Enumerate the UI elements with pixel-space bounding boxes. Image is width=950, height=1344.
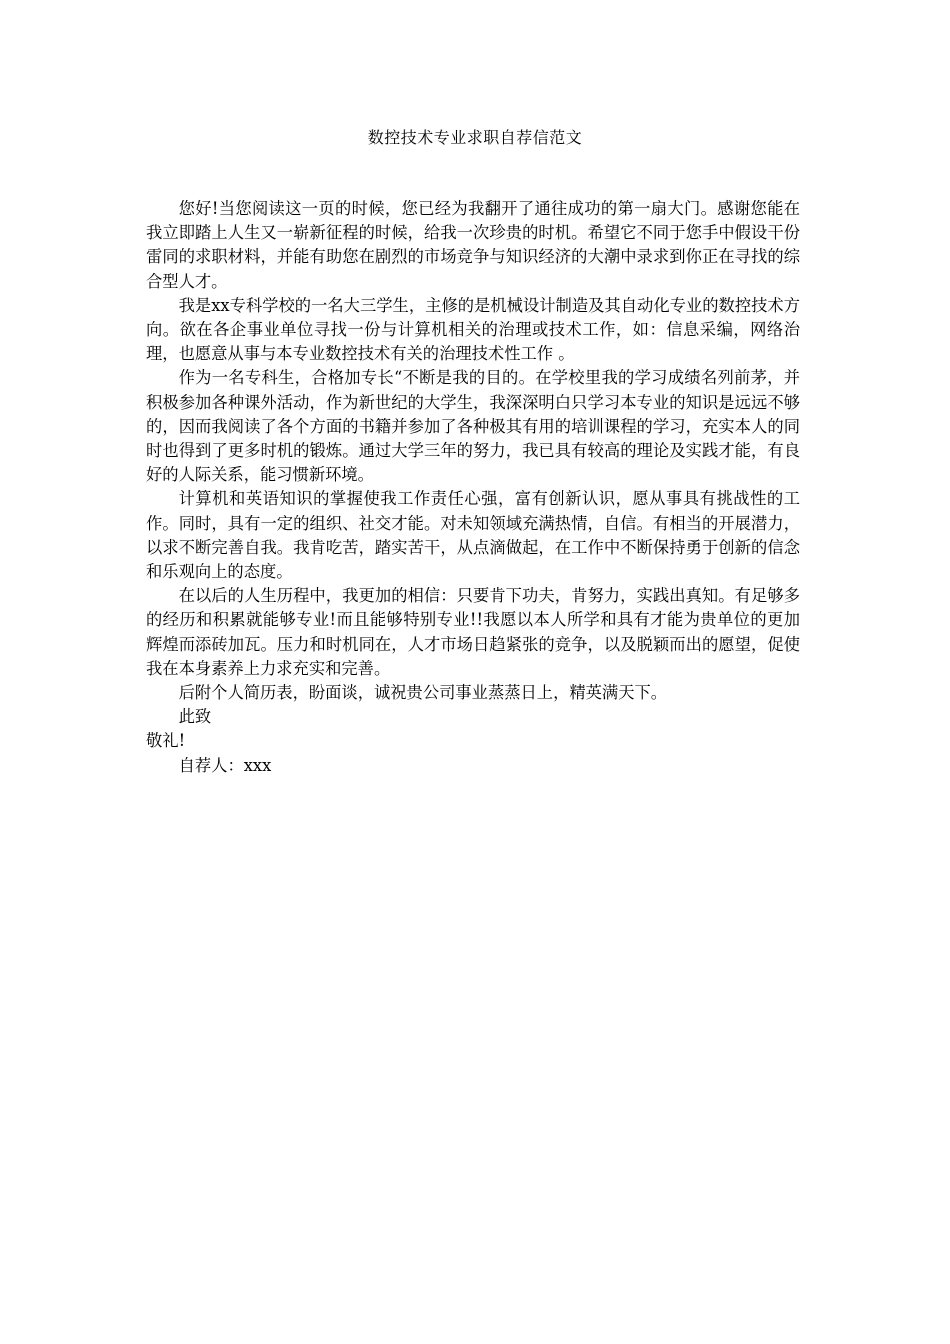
paragraph-future: 在以后的人生历程中，我更加的相信：只要肯下功夫，肯努力，实践出真知。有足够多的经历和积累就能够专业!而且能够特别专业!!我愿以本人所学和具有才能为贵单位的更加辉煌而添砖加瓦。压力和时机同在，人才市场日趋紧张的竞争，以及脱颖而出的愿望，促使我在本身素养上力求充实和完善。 (146, 586, 800, 678)
paragraph-introduction: 我是xx专科学校的一名大三学生，主修的是机械设计制造及其自动化专业的数控技术方向。欲在各企事业单位寻找一份与计算机相关的治理或技术工作，如：信息采编，网络治理，也愿意从事与本专业数控技术有关的治理技术性工作 。 (146, 295, 800, 364)
document-title: 数控技术专业求职自荐信范文 (367, 128, 583, 147)
paragraph-skills: 计算机和英语知识的掌握使我工作责任心强，富有创新认识，愿从事具有挑战性的工作。同时，具有一定的组织、社交才能。对未知领域充满热情，自信。有相当的开展潜力，以求不断完善自我。我肯吃苦，踏实苦干，从点滴做起，在工作中不断保持勇于创新的信念和乐观向上的态度。 (146, 489, 800, 582)
paragraph-study: 作为一名专科生，合格加专长“不断是我的目的。在学校里我的学习成绩名列前茅，并积极参加各种课外活动，作为新世纪的大学生，我深深明白只学习本专业的知识是远远不够的，因而我阅读了各个方面的书籍并参加了各种极其有用的培训课程的学习，充实本人的同时也得到了更多时机的锻炼。通过大学三年的努力，我已具有较高的理论及实践才能，有良好的人际关系，能习惯新环境。 (146, 368, 800, 485)
salute: 敬礼! (146, 731, 186, 751)
closing-line: 此致 (178, 707, 212, 727)
paragraph-resume-note: 后附个人简历表，盼面谈，诚祝贵公司事业蒸蒸日上，精英满天下。 (178, 683, 668, 703)
signature: 自荐人：xxx (178, 755, 272, 775)
paragraph-greeting: 您好!当您阅读这一页的时候，您已经为我翻开了通往成功的第一扇大门。感谢您能在我立即踏上人生又一崭新征程的时候，给我一次珍贵的时机。希望它不同于您手中假设干份雷同的求职材料，并能有助您在剧烈的市场竞争与知识经济的大潮中录求到你正在寻找的综合型人才。 (146, 199, 800, 291)
letter-body (146, 197, 800, 778)
